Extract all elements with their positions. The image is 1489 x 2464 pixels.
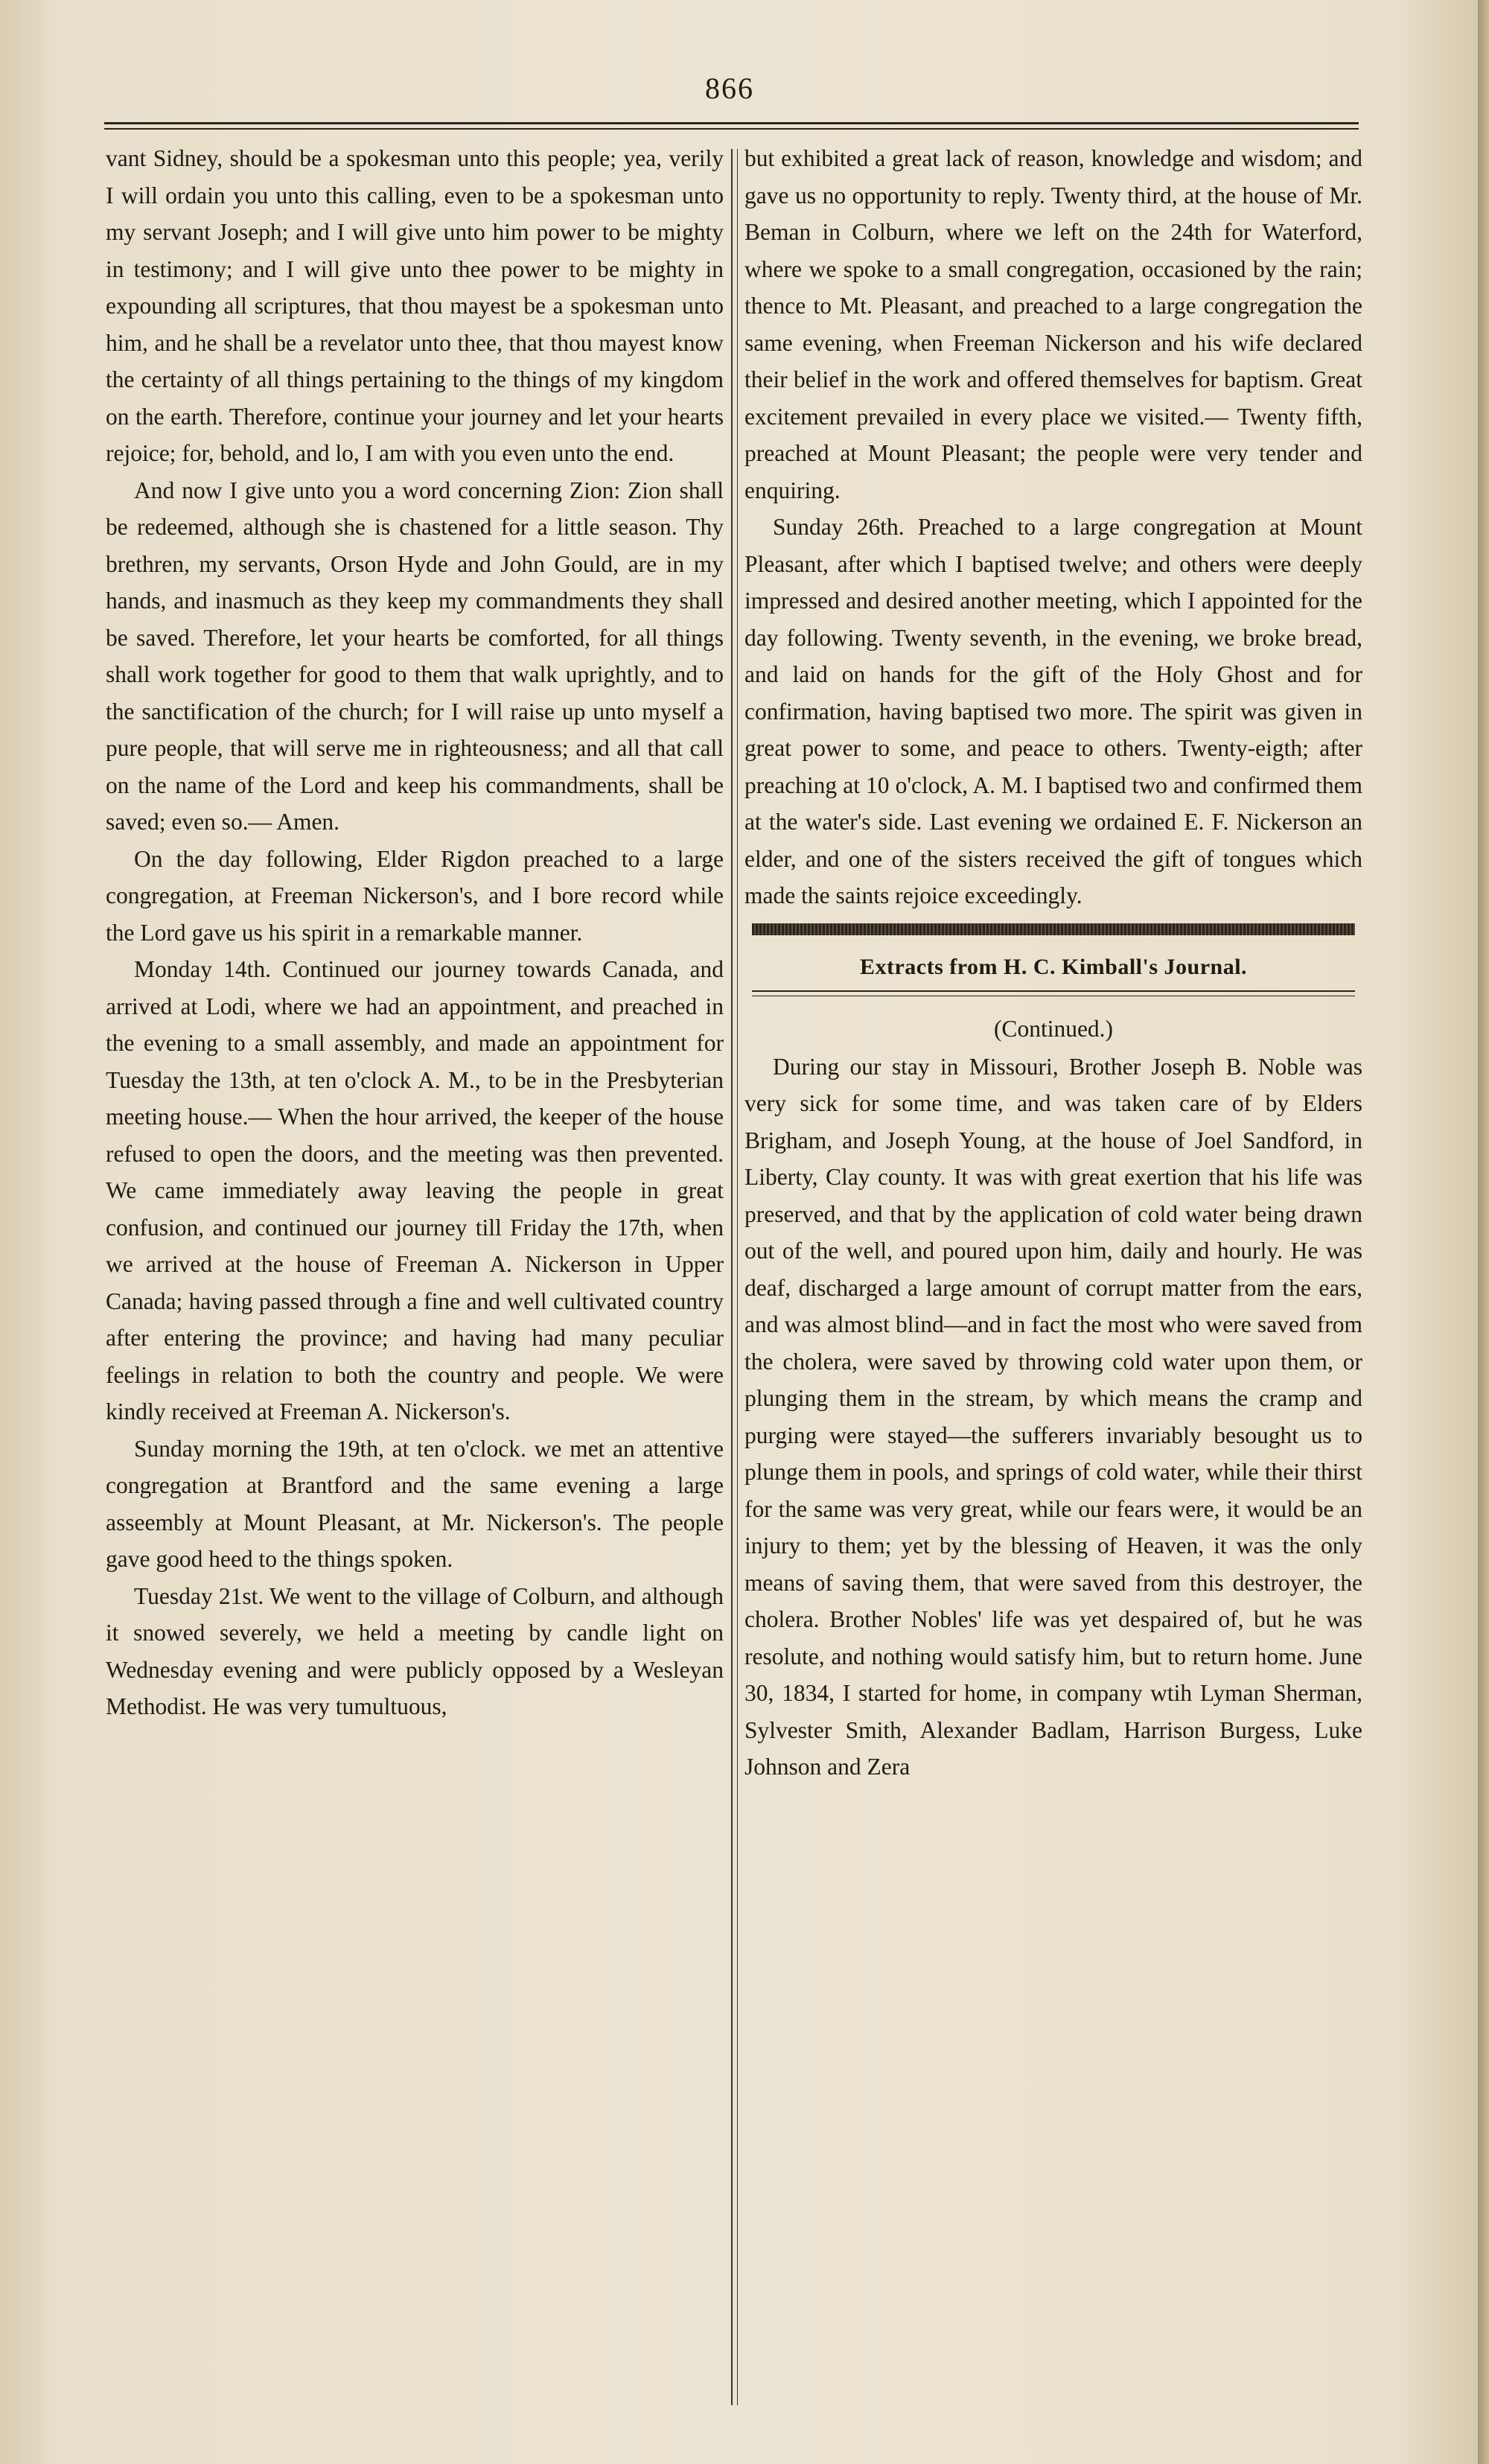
header-rule (104, 122, 1359, 124)
right-paragraph-1: but exhibited a great lack of reason, knowledge and wisdom; and gave us no opportunity to reply. Twenty third, at the house of Mr. Beman in Colburn, where we left on the 24th for Waterford, where we spoke to a small congregation, occasioned by the rain; thence to Mt. Pleasant, and preached to a large congregation the same evening, when Freeman Nickerson and his wife declared their belief in the work and offered themselves for baptism. Great excitement prevailed in every place we visited.— Twenty fifth, preached at Mount Pleasant; the people were very tender and enquiring. (744, 145, 1362, 503)
left-column (106, 140, 724, 1725)
left-paragraph-4: Monday 14th. Continued our journey towards Canada, and arrived at Lodi, where we had an appointment, and preached in the evening to a small assembly, and made an appointment for Tuesday the 13th, at ten o'clock A. M., to be in the Presbyterian meeting house.— When the hour arrived, the keeper of the house refused to open the doors, and the meeting was then prevented. We came immediately away leaving the people in great confusion, and continued our journey till Friday the 17th, when we arrived at the house of Freeman A. Nickerson in Upper Canada; having passed through a fine and well cultivated country after entering the province; and having had many peculiar feelings in relation to both the country and people. We were kindly received at Freeman A. Nickerson's. (106, 956, 724, 1424)
column-divider (731, 149, 733, 2405)
left-paragraph-3: On the day following, Elder Rigdon preached to a large congregation, at Freeman Nickerson's, and I bore record while the Lord gave us his spirit in a remarkable manner. (106, 845, 724, 946)
left-paragraph-1: vant Sidney, should be a spokesman unto this people; yea, verily I will ordain you unto this calling, even to be a spokesman unto my servant Joseph; and I will give unto him power to be mighty in testimony; and I will give unto thee power to be mighty in expounding all scriptures, that thou mayest be a spokesman unto him, and he shall be a revelator unto thee, that thou mayest know the certainty of all things pertaining to the things of my kingdom on the earth. Therefore, continue your journey and let your hearts rejoice; for, behold, and lo, I am with you even unto the end. (106, 145, 724, 466)
section-heading: Extracts from H. C. Kimball's Journal. (859, 954, 1248, 979)
left-paragraph-5: Sunday morning the 19th, at ten o'clock. we met an attentive congregation at Brantford and the same evening a large asseembly at Mount Pleasant, at Mr. Nickerson's. The people gave good heed to the things spoken. (106, 1435, 724, 1572)
section-separator-rule (752, 923, 1355, 935)
page-edge (1478, 0, 1489, 2464)
right-column (744, 140, 1362, 1786)
journal-paragraph-1: During our stay in Missouri, Brother Joseph B. Noble was very sick for some time, and was taken care of by Elders Brigham, and Joseph Young, at the house of Joel Sandford, in Liberty, Clay county. It was with great exertion that his life was preserved, and that by the application of cold water being drawn out of the well, and poured upon him, daily and hourly. He was deaf, discharged a large amount of corrupt matter from the ears, and was almost blind—and in fact the most who were saved from the cholera, were saved by throwing cold water upon them, or plunging them in the stream, by which means the cramp and purging were stayed—the sufferers invariably besought us to plunge them in pools, and springs of cold water, while their thirst for the same was very great, while our fears were, it would be an injury to them; yet by the blessing of Heaven, it was the only means of saving them, that were saved from this destroyer, the cholera. Brother Nobles' life was yet despaired of, but he was resolute, and nothing would satisfy him, but to return home. June 30, 1834, I started for home, in company wtih Lyman Sherman, Sylvester Smith, Alexander Badlam, Harrison Burgess, Luke Johnson and Zera (744, 1053, 1362, 1780)
page-number: 866 (705, 71, 754, 105)
header-rule-thin (104, 128, 1359, 130)
continued-label: (Continued.) (993, 1015, 1114, 1042)
left-paragraph-6: Tuesday 21st. We went to the village of Colburn, and although it snowed severely, we held a meeting by candle light on Wednesday evening and were publicly opposed by a Wesleyan Methodist. He was very tumultuous, (106, 1582, 724, 1719)
right-paragraph-2: Sunday 26th. Preached to a large congregation at Mount Pleasant, after which I baptised twelve; and others were deeply impressed and desired another meeting, which I appointed for the day following. Twenty seventh, in the evening, we broke bread, and laid on hands for the gift of the Holy Ghost and for confirmation, having baptised two more. The spirit was given in great power to some, and peace to others. Twenty-eigth; after preaching at 10 o'clock, A. M. I baptised two and confirmed them at the water's side. Last evening we ordained E. F. Nickerson an elder, and one of the sisters received the gift of tongues which made the saints rejoice exceedingly. (744, 514, 1362, 908)
left-paragraph-2: And now I give unto you a word concerning Zion: Zion shall be redeemed, although she is chastened for a little season. Thy brethren, my servants, Orson Hyde and John Gould, are in my hands, and inasmuch as they keep my commandments they shall be saved. Therefore, let your hearts be comforted, for all things shall work together for good to them that walk uprightly, and to the sanctification of the church; for I will raise up unto myself a pure people, that will serve me in righteousness; and all that call on the name of the Lord and keep his commandments, shall be saved; even so.— Amen. (106, 477, 724, 835)
heading-rule (752, 990, 1355, 992)
column-divider-thin (737, 149, 738, 2405)
